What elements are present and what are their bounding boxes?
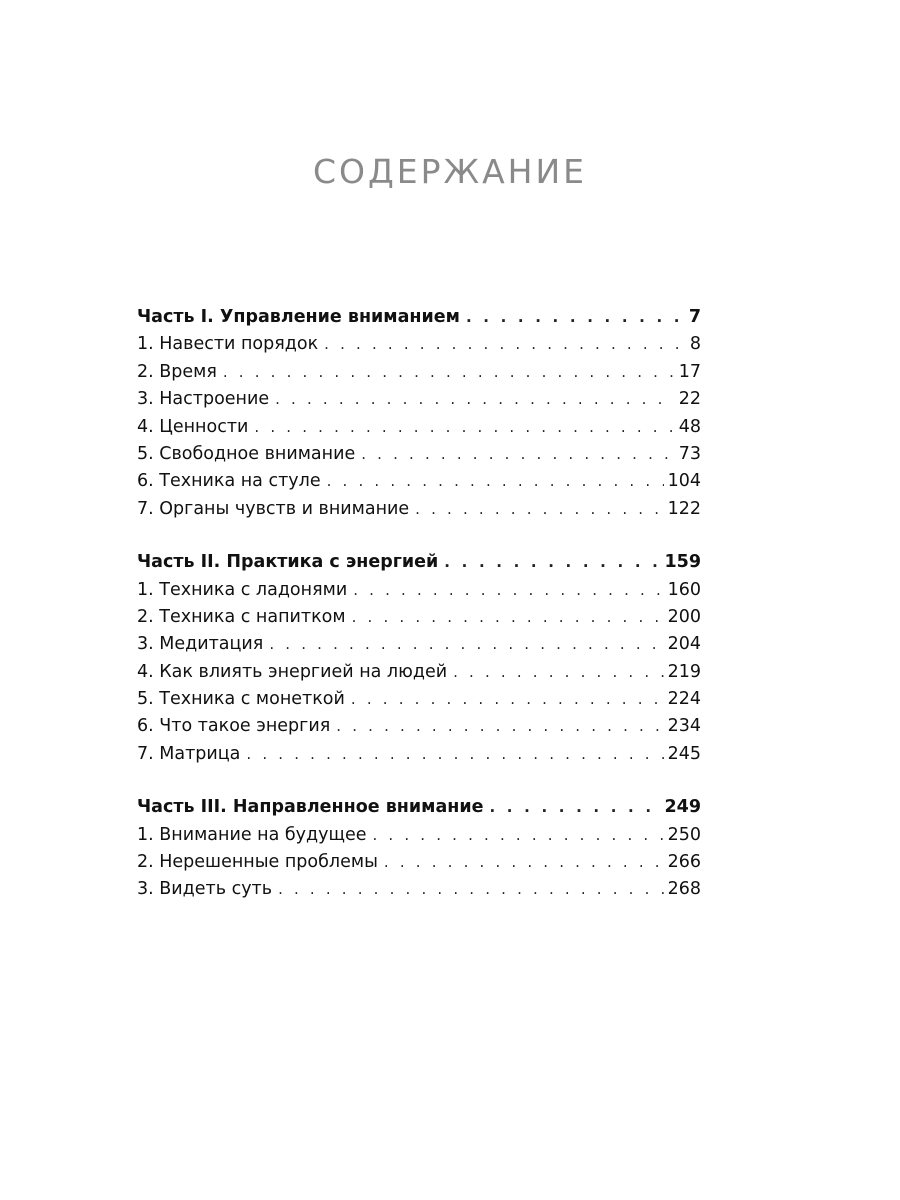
toc-chapter <box>137 496 701 523</box>
entry-page-number: 224 <box>667 689 701 710</box>
entry-page-number: 8 <box>689 334 701 355</box>
entry-label: Часть II. Практика с энергией <box>137 552 439 573</box>
entry-label: 4. Как влиять энергией на людей <box>137 661 448 682</box>
toc-chapter <box>137 441 701 468</box>
entry-page-number: 7 <box>688 307 701 327</box>
entry-page-number: 204 <box>667 634 701 655</box>
entry-label: 2. Техника с напитком <box>137 606 346 627</box>
entry-label: Часть I. Управление вниманием <box>137 307 460 327</box>
toc-chapter <box>137 822 701 849</box>
entry-page-number: 249 <box>664 797 701 818</box>
dot-leader <box>336 713 663 740</box>
entry-page-number: 159 <box>664 552 701 573</box>
entry-page-number: 48 <box>678 416 701 437</box>
entry-page-number: 245 <box>667 743 701 764</box>
toc-chapter <box>137 414 701 441</box>
entry-label: 2. Время <box>137 361 217 382</box>
entry-page-number: 234 <box>667 716 701 737</box>
toc-chapter <box>137 359 701 386</box>
dot-leader <box>444 549 660 576</box>
toc-chapter <box>137 468 701 495</box>
entry-label: 6. Что такое энергия <box>137 716 331 737</box>
dot-leader <box>275 386 675 413</box>
toc-part-2 <box>137 549 701 768</box>
dot-leader <box>324 331 686 358</box>
entry-page-number: 268 <box>667 879 701 900</box>
dot-leader <box>246 741 663 768</box>
toc-part-heading <box>137 549 701 576</box>
toc-part-3 <box>137 794 701 904</box>
dot-leader <box>453 659 664 686</box>
entry-page-number: 200 <box>667 606 701 627</box>
entry-label: 5. Свободное внимание <box>137 443 356 464</box>
entry-label: 7. Органы чувств и внимание <box>137 498 410 519</box>
entry-label: 3. Видеть суть <box>137 879 273 900</box>
dot-leader <box>278 876 664 903</box>
dot-leader <box>223 359 675 386</box>
dot-leader <box>254 414 674 441</box>
entry-label: 2. Нерешенные проблемы <box>137 852 378 873</box>
dot-leader <box>353 577 663 604</box>
table-of-contents <box>137 304 701 930</box>
toc-chapter <box>137 386 701 413</box>
entry-page-number: 250 <box>667 824 701 845</box>
dot-leader <box>269 631 663 658</box>
toc-chapter <box>137 686 701 713</box>
toc-part-heading <box>137 304 701 331</box>
dot-leader <box>415 496 663 523</box>
dot-leader <box>373 822 664 849</box>
toc-chapter <box>137 331 701 358</box>
toc-chapter <box>137 659 701 686</box>
toc-part-heading <box>137 794 701 821</box>
entry-label: 4. Ценности <box>137 416 249 437</box>
entry-page-number: 17 <box>678 361 701 382</box>
entry-label: 5. Техника с монеткой <box>137 689 345 710</box>
entry-label: 1. Внимание на будущее <box>137 824 367 845</box>
dot-leader <box>327 468 664 495</box>
toc-chapter <box>137 876 701 903</box>
entry-page-number: 219 <box>667 661 701 682</box>
entry-label: 1. Навести порядок <box>137 334 319 355</box>
entry-label: 3. Настроение <box>137 389 270 410</box>
entry-page-number: 160 <box>667 579 701 600</box>
entry-label: 1. Техника с ладонями <box>137 579 348 600</box>
entry-page-number: 22 <box>678 389 701 410</box>
entry-page-number: 104 <box>667 471 701 492</box>
dot-leader <box>384 849 664 876</box>
dot-leader <box>466 304 685 331</box>
entry-label: 3. Медитация <box>137 634 264 655</box>
dot-leader <box>352 604 664 631</box>
dot-leader <box>351 686 664 713</box>
entry-page-number: 73 <box>678 443 701 464</box>
entry-page-number: 122 <box>667 498 701 519</box>
toc-chapter <box>137 631 701 658</box>
entry-label: 6. Техника на стуле <box>137 471 321 492</box>
toc-part-1 <box>137 304 701 523</box>
toc-chapter <box>137 604 701 631</box>
toc-chapter <box>137 713 701 740</box>
entry-label: Часть III. Направленное внимание <box>137 797 484 818</box>
entry-page-number: 266 <box>667 852 701 873</box>
toc-chapter <box>137 849 701 876</box>
toc-chapter <box>137 577 701 604</box>
dot-leader <box>489 794 660 821</box>
entry-label: 7. Матрица <box>137 743 241 764</box>
page-title: СОДЕРЖАНИЕ <box>312 152 588 191</box>
toc-chapter <box>137 741 701 768</box>
dot-leader <box>361 441 675 468</box>
